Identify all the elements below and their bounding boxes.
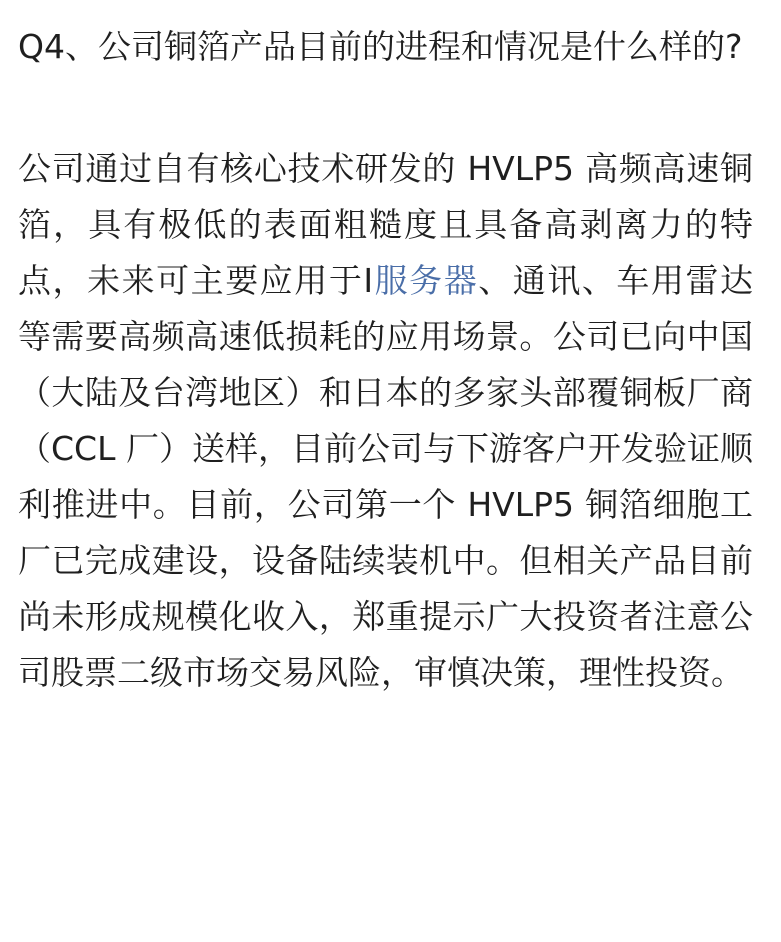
answer-paragraph [18,141,753,701]
question-heading [18,18,753,75]
answer-text-part1: 公司通过自有核心技术研发的 HVLP5 高频高速铜箔，具有极低的表面粗糙度且具备高剥离力的特点，未来可主要应用于I [18,149,753,300]
qa-document [18,18,753,701]
server-link[interactable]: 服务器 [373,261,479,300]
answer-text-part2: 、通讯、车用雷达等需要高频高速低损耗的应用场景。公司已向中国（大陆及台湾地区）和日本的多家头部覆铜板厂商（CCL 厂）送样，目前公司与下游客户开发验证顺利推进中。目前，公司第一个 HVLP5 铜箔细胞工厂已完成建设，设备陆续装机中。但相关产品目前尚未形成规模化收入，郑重提示广大投资者注意公司股票二级市场交易风险，审慎决策，理性投资。 [18,261,754,692]
question-text: Q4、公司铜箔产品目前的进程和情况是什么样的? [18,27,743,66]
